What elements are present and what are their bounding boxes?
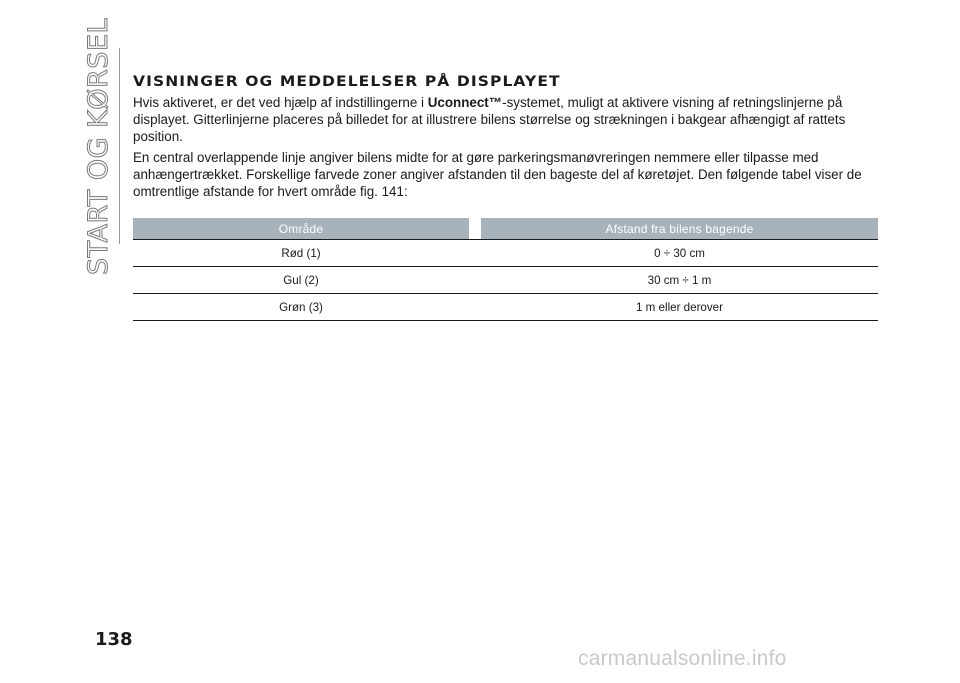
section-heading: VISNINGER OG MEDDELELSER PÅ DISPLAYET <box>133 73 561 90</box>
section-side-tab-label: START OG KØRSEL <box>83 17 115 275</box>
cell-gap <box>469 267 481 294</box>
watermark: carmanualsonline.info <box>578 647 787 670</box>
table-header-row <box>133 218 878 240</box>
cell-area: Rød (1) <box>133 240 469 267</box>
table-row <box>133 294 878 321</box>
distance-table <box>133 218 878 321</box>
table-row <box>133 267 878 294</box>
cell-gap <box>469 240 481 267</box>
paragraph-center-line: En central overlappende linje angiver bilens midte for at gøre parkeringsmanøvreringen nemmere eller tilpasse med anhængertrækket. Forskellige farvede zoner angiver afstanden til den bageste del af køretøjet. Den følgende tabel viser de omtrentlige afstande for hvert område fig. 141: <box>133 150 862 199</box>
header-distance: Afstand fra bilens bagende <box>481 218 878 240</box>
main-content <box>133 73 878 321</box>
paragraph-intro-start: Hvis aktiveret, er det ved hjælp af indstillingerne i <box>133 95 428 110</box>
cell-gap <box>469 294 481 321</box>
header-area: Område <box>133 218 469 240</box>
paragraph-intro <box>133 94 878 145</box>
cell-area: Grøn (3) <box>133 294 469 321</box>
cell-area: Gul (2) <box>133 267 469 294</box>
table-row <box>133 240 878 267</box>
header-gap <box>469 218 481 240</box>
side-divider <box>119 48 120 244</box>
cell-distance: 30 cm ÷ 1 m <box>481 267 878 294</box>
cell-distance: 0 ÷ 30 cm <box>481 240 878 267</box>
brand-name: Uconnect™ <box>427 95 503 110</box>
cell-distance: 1 m eller derover <box>481 294 878 321</box>
page-number: 138 <box>95 629 133 650</box>
section-side-tab <box>83 17 115 275</box>
paragraph-intro-end: -systemet, muligt at aktivere visning af retningslinjerne på displayet. Gitterlinjerne placeres på billedet for at illustrere bilens størrelse og strækningen i bakgear afhængigt af rattets position. <box>133 95 846 144</box>
